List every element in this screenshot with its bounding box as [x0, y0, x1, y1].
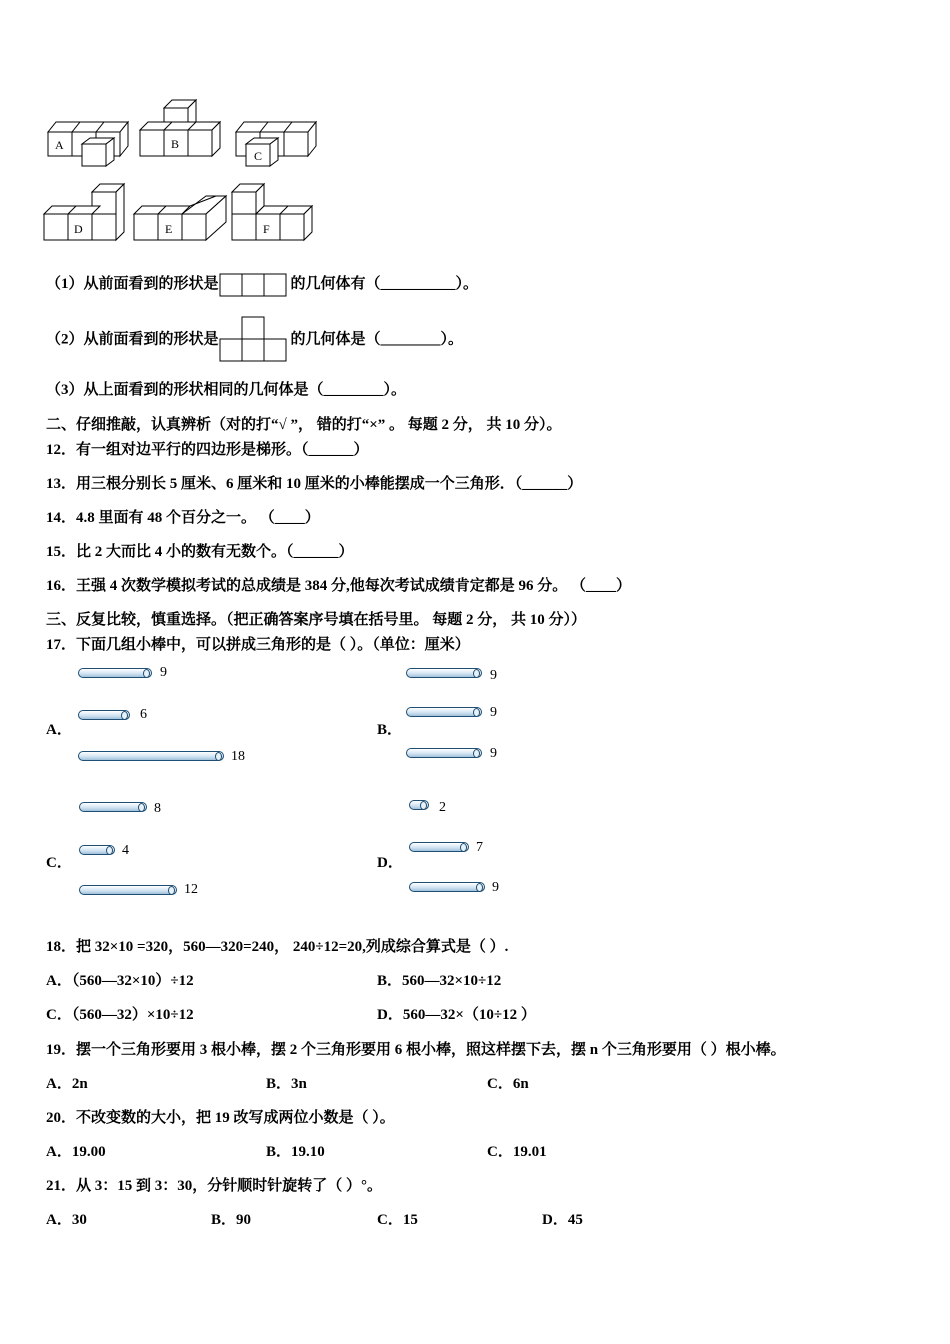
q21-option-c: C．15: [377, 1212, 418, 1228]
rod-a-2: [78, 710, 130, 720]
q20-option-a: A．19.00: [46, 1144, 106, 1160]
rod-b-1-length: 9: [490, 668, 497, 683]
q19-option-a: A．2n: [46, 1076, 88, 1092]
q11-sub2: [46, 316, 463, 364]
question-12: 12．有一组对边平行的四边形是梯形。（______）: [46, 442, 369, 458]
q17-option-b-label: B．: [377, 722, 403, 738]
rod-a-3: [78, 751, 224, 761]
q21-option-a: A．30: [46, 1212, 87, 1228]
figure-label-f: F: [263, 222, 270, 236]
q11-sub1-suffix: 的几何体有（__________）。: [290, 276, 479, 292]
cube-figure-e: [132, 192, 232, 244]
rod-a-2-length: 6: [140, 707, 147, 722]
q19-option-b: B．3n: [266, 1076, 307, 1092]
cube-figure-f: [230, 182, 320, 244]
rod-a-3-length: 18: [231, 749, 245, 764]
section2-header: 二、仔细推敲，认真辨析（对的打“√ ”， 错的打“×” 。 每题 2 分， 共 10 分）。: [46, 417, 562, 433]
q17-option-c-label: C．: [46, 855, 72, 871]
q19-option-c: C．6n: [487, 1076, 529, 1092]
rod-b-3-length: 9: [490, 746, 497, 761]
section3-header: 三、反复比较，慎重选择。（把正确答案序号填在括号里。 每题 2 分， 共 10 分））: [46, 612, 587, 628]
rod-d-1-length: 2: [439, 800, 446, 815]
front-view-t-shape-icon: [219, 316, 291, 364]
rod-a-1: [78, 668, 152, 678]
cube-figure-c: [232, 118, 322, 170]
rod-b-2: [406, 707, 482, 717]
q20-option-c: C．19.01: [487, 1144, 547, 1160]
question-21-stem: 21．从 3：15 到 3：30，分针顺时针旋转了（ ）°。: [46, 1178, 383, 1194]
q11-sub1: [46, 272, 478, 297]
question-15: 15．比 2 大而比 4 小的数有无数个。（______）: [46, 544, 354, 560]
rod-c-1: [79, 802, 147, 812]
front-view-three-squares-icon: [219, 273, 291, 297]
figure-label-d: D: [74, 222, 83, 236]
rod-d-3-length: 9: [492, 880, 499, 895]
rod-b-1: [406, 668, 482, 678]
rod-d-3: [409, 882, 485, 892]
question-13: 13．用三根分别长 5 厘米、6 厘米和 10 厘米的小棒能摆成一个三角形．（______）: [46, 476, 583, 492]
question-19-stem: 19．摆一个三角形要用 3 根小棒，摆 2 个三角形要用 6 根小棒，照这样摆下去，摆 n 个三角形要用（ ）根小棒。: [46, 1042, 786, 1058]
rod-c-2: [79, 845, 115, 855]
q18-option-c: C．（560—32）×10÷12: [46, 1007, 194, 1023]
q11-sub3: （3）从上面看到的形状相同的几何体是（________）。: [46, 382, 407, 398]
rod-d-1: [409, 800, 429, 810]
question-16: 16．王强 4 次数学模拟考试的总成绩是 384 分,他每次考试成绩肯定都是 96 分。 （____）: [46, 578, 632, 594]
rod-b-3: [406, 748, 482, 758]
rod-a-1-length: 9: [160, 665, 167, 680]
rod-c-3-length: 12: [184, 882, 198, 897]
cube-figure-d: [42, 182, 132, 244]
q11-sub2-suffix: 的几何体是（________）。: [290, 331, 464, 348]
q18-option-b: B．560—32×10÷12: [377, 973, 502, 989]
rod-c-1-length: 8: [154, 801, 161, 816]
q17-option-d-label: D．: [377, 855, 403, 871]
q18-option-a: A．（560—32×10）÷12: [46, 973, 194, 989]
figure-label-a: A: [55, 138, 64, 152]
cube-figure-a: [44, 118, 134, 170]
question-17-stem: 17．下面几组小棒中，可以拼成三角形的是（ ）。（单位：厘米）: [46, 637, 470, 653]
q18-option-d: D．560—32×（10÷12 ）: [377, 1007, 536, 1023]
q21-option-d: D．45: [542, 1212, 583, 1228]
rod-b-2-length: 9: [490, 705, 497, 720]
q11-sub1-prefix: （1）从前面看到的形状是: [46, 276, 219, 292]
rod-d-2-length: 7: [476, 840, 483, 855]
cube-figure-b: [138, 98, 228, 160]
q20-option-b: B．19.10: [266, 1144, 325, 1160]
question-18-stem: 18．把 32×10 =320，560—320=240， 240÷12=20,列成综合算式是（ ）.: [46, 939, 509, 955]
figure-label-b: B: [171, 137, 180, 151]
figure-label-e: E: [165, 222, 173, 236]
rod-c-2-length: 4: [122, 843, 129, 858]
rod-c-3: [79, 885, 177, 895]
question-20-stem: 20．不改变数的大小，把 19 改写成两位小数是（ ）。: [46, 1110, 395, 1126]
question-14: 14．4.8 里面有 48 个百分之一。 （____）: [46, 510, 320, 526]
q17-option-a-label: A．: [46, 722, 72, 738]
rod-d-2: [409, 842, 469, 852]
figure-label-c: C: [254, 149, 263, 163]
q11-sub2-prefix: （2）从前面看到的形状是: [46, 331, 219, 348]
q21-option-b: B．90: [211, 1212, 252, 1228]
